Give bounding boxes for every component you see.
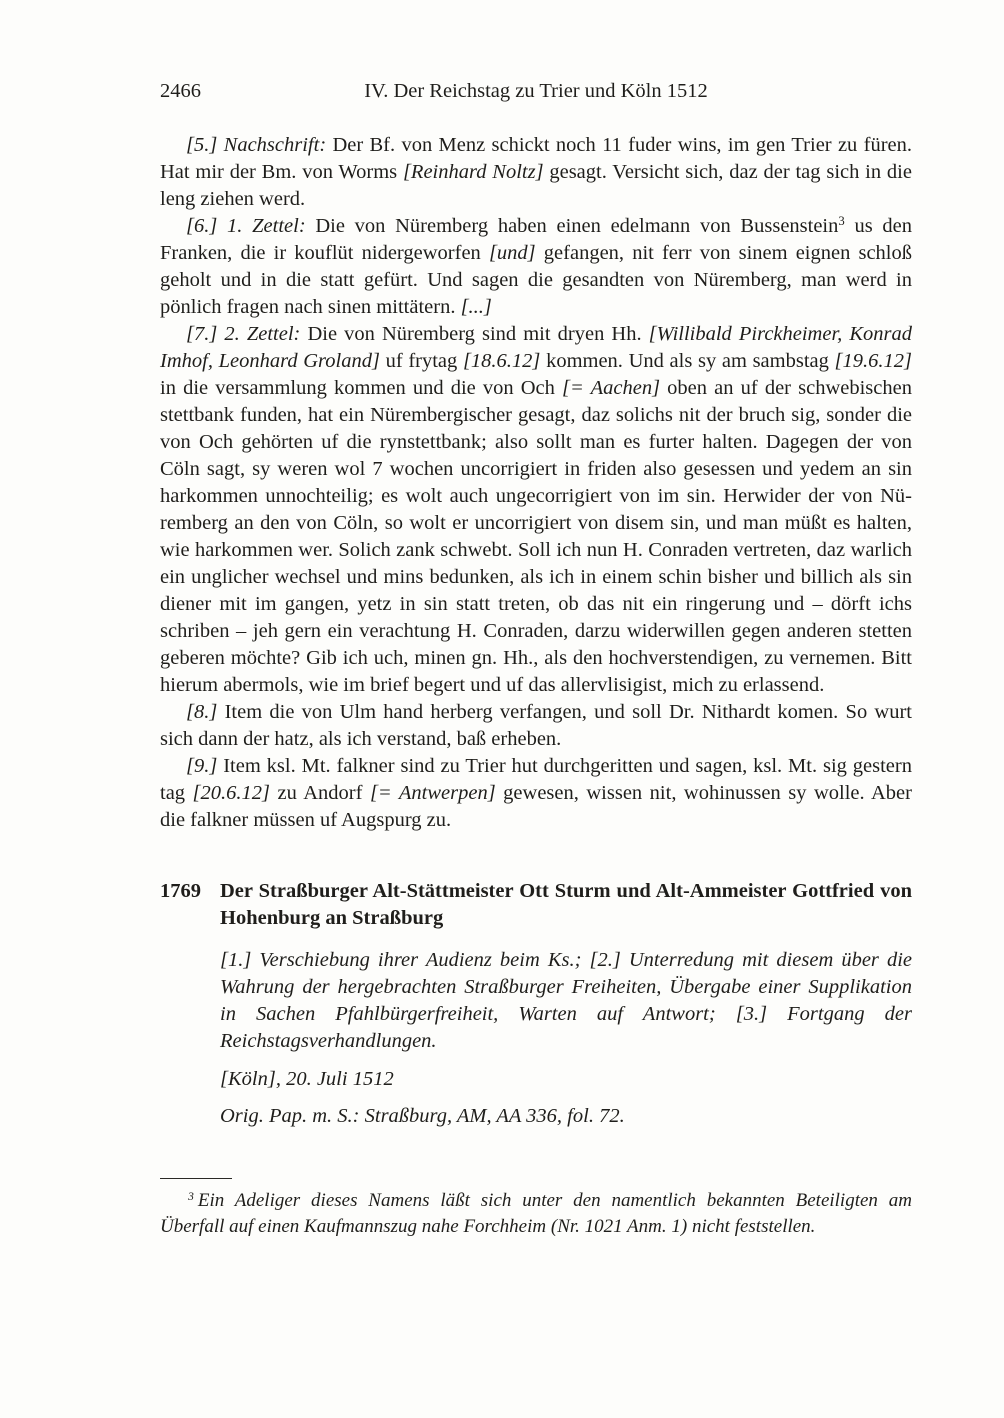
entry-number: 1769 xyxy=(160,880,201,902)
body-text xyxy=(160,132,912,1130)
entry-title: Der Straßburger Alt-Stättmeister Ott Sturm und Alt-Ammeister Gottfried von Hohenburg an Straßburg xyxy=(220,880,912,929)
footnote-marker: 3 xyxy=(188,1189,194,1203)
paragraph-8: [8.] Item die von Ulm hand herberg verfangen, und soll Dr. Nithardt komen. So wurt sich dann der hatz, als ich verstand, baß erheben. xyxy=(160,701,912,750)
paragraph-9: [9.] Item ksl. Mt. falkner sind zu Trier hut durchgeritten und sagen, ksl. Mt. sig gestern tag [20.6.12] zu Andorf [= Antwerpen] gewesen, wissen nit, wohinussen sy wolle. Aber die falkner müssen uf Augspurg zu. xyxy=(160,755,912,831)
entry-heading xyxy=(160,878,912,932)
running-header-title: IV. Der Reichstag zu Trier und Köln 1512 xyxy=(364,80,708,102)
footnote-rule xyxy=(160,1178,232,1179)
paragraph-6: [6.] 1. Zettel: Die von Nüremberg haben einen edelmann von Bussenstein$^3$ us den Franken, die ir kouflüt nidergeworfen [und] gefangen, nit ferr von sinem eignen schloß geholt und in die statt gefürt. Und sagen die gesandten von Nüremberg, man werd in pönlich fragen nach sinen mittätern. [...] xyxy=(160,214,912,318)
entry-1769 xyxy=(160,878,912,1130)
entry-source: Orig. Pap. m. S.: Straßburg, AM, AA 336, fol. 72. xyxy=(220,1105,625,1127)
paragraph-7: [7.] 2. Zettel: Die von Nüremberg sind mit dryen Hh. [Willibald Pirckheimer, Konrad Imhof, Leonhard Groland] uf frytag [18.6.12] kommen. Und als sy am sambstag [19.6.12] in die versammlung kommen und die von Och [= Aachen] oben an uf der schwebischen stettbank funden, hat ein Nürembergischer gesagt, daz solichs nit der bruch sig, sonder die von Och gehörten uf die rynstettbank; also sollt man es furter halten. Dagegen der von Cöln sagt, sy weren wol 7 wochen uncorrigiert in friden also gesessen und yedem an sin harkommen unnochteilig; es wolt auch ungecorrigiert von im sin. Herwider der von Nüremberg an den von Cöln, so wolt er uncorrigiert von disem sin, und man müßt es halten, wie harkommen wer. Solich zank schwebt. Soll ich nun H. Conraden vertreten, daz warlich ein unglicher wechsel und mins bedunken, als ich in einem schin bisher und billich als sin diener mit im gangen, yetz in sin statt treten, ob das nit ein ringerung und – dörft ichs schriben – jeh gern ein verachtung H. Conraden, darzu widerwillen gegen anderen stetten geberen möchte? Gib ich uch, minen gn. Hh., als den hochverstendigen, zu vernemen. Bitt hierum abermols, wie im brief begert und uf das allervlisigist, mich zu erlassend. xyxy=(160,323,913,696)
entry-summary: [1.] Verschiebung ihrer Audienz beim Ks.; [2.] Unterredung mit diesem über die Wahrung der hergebrachten Straßburger Freiheiten, Übergabe einer Supplikation in Sachen Pfahlbürgerfreiheit, Warten auf Antwort; [3.] Fortgang der Reichstagsverhandlungen. xyxy=(220,949,912,1052)
page-number: 2466 xyxy=(160,80,201,102)
entry-date: [Köln], 20. Juli 1512 xyxy=(220,1068,394,1090)
footnote-text: Ein Adeliger dieses Namens läßt sich unter den namentlich bekannten Beteiligten am Überfall auf einen Kaufmannszug nahe Forchheim (Nr. 1021 Anm. 1) nicht feststellen. xyxy=(160,1190,912,1237)
running-head xyxy=(160,78,912,105)
paragraph-5: [5.] Nachschrift: Der Bf. von Menz schickt noch 11 fuder wins, im gen Trier zu füren. Hat mir der Bm. von Worms [Reinhard Noltz] gesagt. Versicht sich, daz der tag sich in die leng ziehen werd. xyxy=(160,134,912,210)
footnote-area xyxy=(160,1178,912,1239)
footnote-3 xyxy=(160,1188,912,1239)
